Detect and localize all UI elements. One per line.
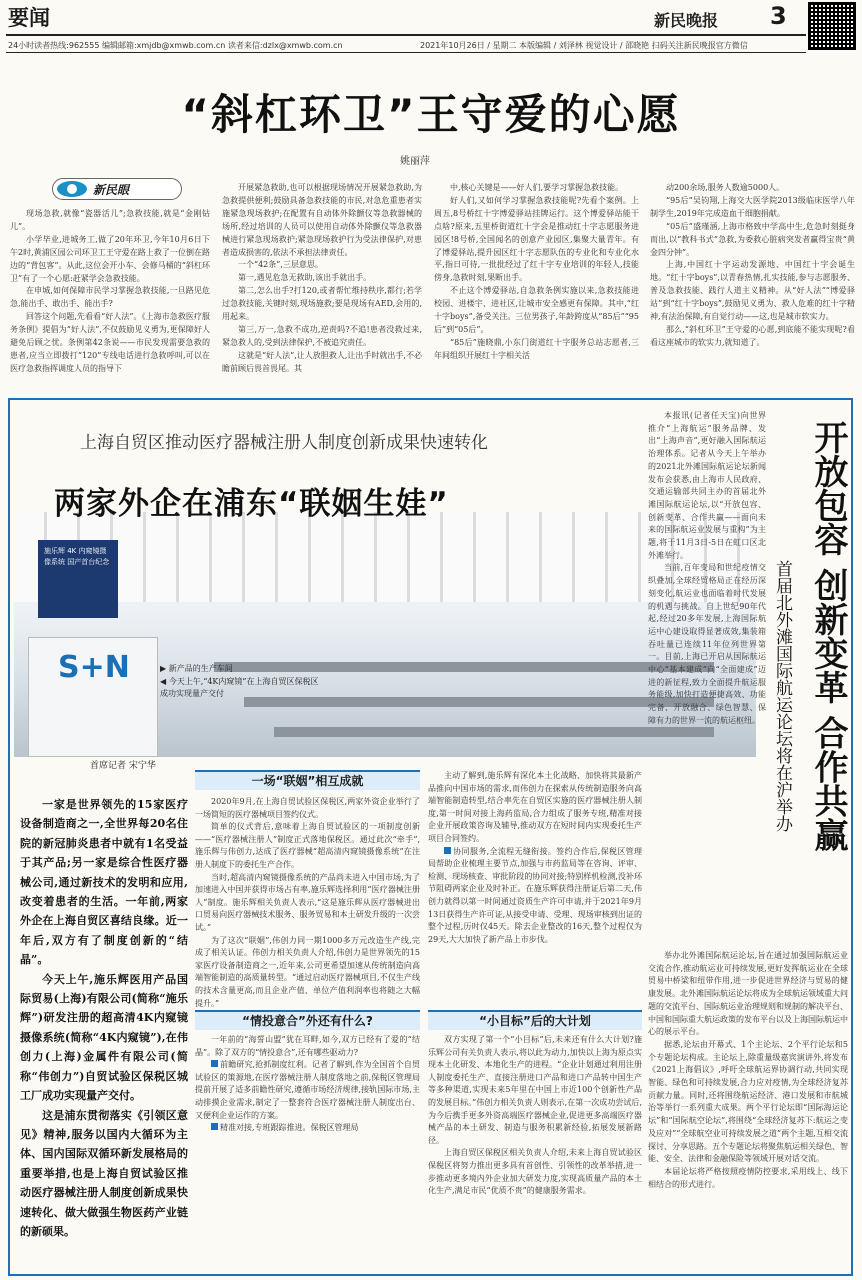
paragraph: 为了这次“联姻”,伟创力同一期1000多万元改造生产线,完成了相关认证。伟创力相关负责人介绍,伟创力是世界领先的15家医疗设备制造商之一,近年来,公司更希望加速从传统制造向高端智能制造的高质量转型。“通过启动医疗器械项目,不仅生产线的技术含量更高,而且企业产值、单位产值利润率也将随之大幅提升。”: [195, 935, 420, 1008]
paragraph: “05后”盛瑾涵,上海市格致中学高中生,危急时刻挺身而出,以“教科书式”急救,为委救心脏病突发者赢得宝贵“黄金四分钟”。: [650, 221, 855, 257]
paragraph: [195, 1059, 420, 1122]
paragraph: 据悉,论坛由开幕式、1个主论坛、2个平行论坛和5个专题论坛构成。主论坛上,除重量级嘉宾演讲外,将发布《2021上海倡议》,呼吁全球航运界协调行动,共同实现智能、绿色和可持续发展,合力应对疫情,为全球经济复苏贡献力量。同时,还将围绕航运经济、港口发展和市航城治等举行一系列重大成果。两个平行论坛即“国际海运论坛”和“国际航空论坛”,将围绕“全球经济复苏下:航运之变及应对”“全球航空业可持续发展之道”两个主题,互相交流探讨、分享思路。五个专题论坛将聚焦航运相关绿色、智能、安全、法律和金融保险等领域开展对话交流。: [648, 1039, 848, 1164]
square-bullet-icon: [211, 1123, 218, 1130]
paragraph: [195, 1122, 420, 1135]
paragraph: 一年前的“海誓山盟”犹在耳畔,如今,双方已经有了爱的“结晶”。除了双方的“情投意合”,还有哪些驱动力?: [195, 1035, 420, 1057]
headline-2: 两家外企在浦东“联姻生娃”: [54, 486, 449, 522]
story2-column-2b: [195, 1034, 420, 1274]
story2-column-3a: [428, 770, 642, 980]
subhead-1: 一场“联姻”相互成就: [195, 770, 420, 790]
story1-column-3: [434, 182, 639, 394]
paragraph: 动200余场,服务人数逾5000人。: [666, 183, 785, 192]
dateline: 2021年10月26日 / 星期二 本版编辑 / 刘泽林 视觉设计 / 邵晓艳 扫码关注新民晚报官方微信: [420, 41, 748, 50]
story3-subtitle: 首届北外滩国际航运论坛将在沪举办: [772, 560, 792, 832]
paragraph: 小学毕业,进城务工,做了20年环卫,今年10月6日下午2时,黄浦区园公司环卫工王守爱在路上救了一位倒在路边的“背包客”。从此,这位会开小车、会修马桶的“斜杠环卫”有了一个心愿:赶紧学会急救技能。: [10, 234, 210, 283]
caption-line: ◀ 今天上午,“4K内窥镜”在上海自贸区保税区成功实现量产交付: [160, 676, 319, 699]
paragraph: 不止这个博爱驿站,自急救条例实施以来,急救技能进校园、进楼宇、进社区,让城市安全感更有保障。其中,“红十字boys”,备受关注。三位男孩子,年龄跨度从“85后”“95后”到“05后”。: [434, 286, 639, 334]
paragraph: 这就是“好人法”,让人放胆救人,让出手时就出手,不必瞻前顾后畏首畏尾。其: [222, 350, 422, 373]
column-logo-text: 新民眼: [93, 182, 130, 197]
story2-subtitle: 上海自贸区推动医疗器械注册人制度创新成果快速转化: [80, 433, 488, 453]
paragraph: 今天上午,施乐辉医用产品国际贸易(上海)有限公司(简称“施乐辉”)研发注册的超高清4K内窥镜摄像系统(简称“4K内窥镜”),在伟创力(上海)金属件有限公司(简称“伟创力”)自贸试验区保税区城工厂成功实现量产交付。: [20, 972, 188, 1103]
paragraph: 举办北外滩国际航运论坛,旨在通过加强国际航运业交流合作,推动航运业可持续发展,更好发挥航运业在全球贸易中桥梁和纽带作用,进一步促进世界经济与贸易的健康发展。北外滩国际航运论坛将成为全球航运领域重大问题的交流平台、国际航运业治理规则和规制的解决平台、中国和国际重大航运政策的发布平台以及上海国际航运中心的展示平台。: [648, 951, 848, 1037]
header-rule-thin: [6, 52, 806, 53]
paragraph: 本报讯(记者任天宝)向世界推介“上海航运”服务品牌、发出“上海声音”,更好融入国际航运治理体系。记者从今天上午举办的2021北外滩国际航运论坛新闻发布会获悉,由上海市人民政府、交通运输部共同主办的首届北外滩国际航运论坛,以“开放包容、创新变革、合作共赢——面向未来的国际航运业发展与重构”为主题,将于11月3日-5日在虹口区北外滩举行。: [648, 411, 766, 560]
paragraph-text: 前瞻研究,抢抓制度红利。记者了解到,作为全国首个自贸试验区的策源地,在医疗器械注册人制度落地之前,保税区管理局提前开展了适多前瞻性研究,遵循市场经济规律,接轨国际市场,主动排摸企业需求,制定了一整套符合医疗器械注册人制度出台、又便利企业运作的方案。: [195, 1060, 420, 1120]
story3-column-1: [648, 410, 766, 950]
story1-column-1: [10, 208, 210, 394]
photo-caption: [160, 663, 320, 701]
paragraph: 主动了解到,施乐辉有深化本土化战略、加快将其最新产品推向中国市场的需求,而伟创力在探索从传统制造服务向高端智能制造转型,结合率先在自贸区实施的医疗器械注册人制度,第一时间对接上海药监局,合力组成了服务专班,精准对接企业开展政策咨询及辅导,推动双方在短时间内实现委托生产项目合同签约。: [428, 771, 642, 843]
page-number: 3: [770, 2, 787, 30]
header-rule: [6, 34, 806, 36]
story3-column-2: [648, 950, 848, 1270]
story2-column-2a: [195, 796, 420, 1008]
column-logo: [52, 178, 182, 200]
paragraph: [428, 846, 642, 947]
paragraph: 一个“42条”,三层意思。: [238, 260, 323, 270]
paragraph: 一家是世界领先的15家医疗设备制造商之一,全世界每20名住院的新冠肺炎患者中就有1名受益于其产品;另一家是综合性医疗器械公司,通过新技术的发明和应用,改变着患者的生活。一年前,两家外企在上海自贸区喜结良缘。近一年后,双方有了制度创新的“结晶”。: [20, 798, 188, 967]
company-logo: S+N: [58, 650, 130, 685]
byline-1: 姚丽萍: [400, 156, 430, 167]
story2-column-3b: [428, 1034, 642, 1274]
paragraph: 双方实现了第一个“小目标”后,未来还有什么大计划?施乐辉公司有关负责人表示,将以此为动力,加快以上海为原点实现本土化研发、本地化生产的进程。“企业计划通过利用注册人制度委托生产、直接注册进口产品和进口产品转中国生产等多种渠道,实现未来5年里在中国上市近100个创新性产品的发展目标。”伟创力相关负责人则表示,在第一次成功尝试后,为今后携手更多外资高端医疗器械企业,促进更多高端医疗器械产品的本土研发、制造与服务积累新经验,拓展发展新路径。: [428, 1035, 642, 1145]
square-bullet-icon: [211, 1060, 218, 1067]
square-bullet-icon: [444, 847, 451, 854]
paragraph: 上海,中国红十字运动发源地、中国红十字会诞生地。“红十字boys”,以青春热情,扎实技能,参与志愿服务、普及急救技能、践行人道主义精神。从“好人法”“博爱驿站”到“红十字boys”,鼓励见义勇为、救人危难的红十字精神,有法治保障,有自觉行动——这,也是城市软实力。: [650, 260, 855, 322]
subhead-3: “小目标”后的大计划: [428, 1010, 642, 1030]
story2-lead-column: [20, 795, 188, 1265]
paragraph: 这是浦东贯彻落实《引领区意见》精神,服务以国内大循环为主体、国内国际双循环新发展格局的重要举措,也是上海自贸试验区推动医疗器械注册人制度创新成果快速转化、做大做强生物医药产业链的新硕果。: [20, 1108, 188, 1238]
headline-1: “斜杠环卫”王守爱的心愿: [181, 90, 681, 139]
paragraph: 好人们,又如何学习掌握急救技能呢?先看个案例。上周五,8号桥红十字博爱驿站挂牌运行。这个博爱驿站能干点啥?原来,五里桥街道红十字会是推动红十字志愿服务进园区!8号桥,全国闻名的创意产业园区,集聚大量青年。有了博爱驿站,提升园区红十字志愿队伍的专业化和专业化水平,指日可待,一批批经过了红十字专业培训的年轻人,技能傍身,急救时刻,果断出手。: [434, 195, 639, 283]
eye-icon: [57, 181, 87, 197]
paragraph: 那么,“斜杠环卫”王守爱的心愿,到底能不能实现呢?看看这座城市的软实力,就知道了。: [650, 324, 855, 347]
qr-code-icon[interactable]: [808, 2, 856, 50]
paragraph: 本届论坛将严格按照疫情防控要求,采用线上、线下相结合的形式进行。: [648, 1166, 848, 1189]
newspaper-name: 新民晚报: [654, 11, 719, 30]
paragraph-text: 精准对接,专班跟踪推进。保税区管理局: [220, 1123, 359, 1133]
paragraph: 第一,遇见危急无救助,该出手就出手。: [238, 273, 372, 283]
hotline-info: 24小时读者热线:962555 编辑邮箱:xmjdb@xmwb.com.cn 读者来信:dzlx@xmwb.com.cn: [8, 41, 343, 50]
paragraph: “85后”施晓鼎,小东门街道红十字服务总站志愿者,三年间组织开展红十字相关活: [434, 337, 639, 360]
paragraph: 当前,百年变局和世纪疫情交织叠加,全球经贸格局正在经历深刻变化,航运业也面临着时代发展的机遇与挑战。自上世纪90年代起,经过20多年发展,上海国际航运中心建设取得显著成效,集装箱吞吐量已连续11年位列世界第一。目前,上海已开启从国际航运中心“基本建成”向“全面建成”迈进的新征程,致力全面提升航运服务能级,加快打造便捷高效、功能完备、开放融合、绿色智慧、保障有力的世界一流的航运枢纽。: [648, 563, 766, 725]
section-title: 要闻: [8, 6, 50, 30]
story1-column-2: [222, 182, 422, 394]
reporter-credit: 首席记者 宋宁华: [90, 761, 156, 771]
paragraph: 第二,怎么出手?打120,或者帮忙维持秩序,都行;若学过急救技能,关键时刻,现场施救;要是现场有AED,会用的,用起来。: [222, 286, 422, 322]
paragraph: 在申城,如何保障市民学习掌握急救技能,一旦路见危急,能出手、敢出手、能出手?: [10, 286, 210, 309]
product-display: 施乐辉 4K 内窥镜摄像系统 国产首台纪念: [38, 540, 118, 618]
story1-column-4: [650, 182, 855, 394]
paragraph: 2020年9月,在上海自贸试验区保税区,两家外资企业举行了一场简短的医疗器械项目签约仪式。: [195, 797, 420, 819]
caption-line: ▶ 新产品的生产车间: [160, 664, 233, 673]
paragraph: 上海自贸区保税区相关负责人介绍,未来上海自贸试验区保税区将努力推出更多具有首创性、引领性的改革举措,进一步推动更多境内外企业加大研发力度,实现高质量产品的本土化生产,满足市民“优质不贵”的健康服务需求。: [428, 1148, 642, 1196]
subhead-2: “情投意合”外还有什么?: [195, 1010, 420, 1030]
paragraph: 开展紧急救助,也可以根据现场情况开展紧急救助,为急救提供便利;鼓励具备急救技能的市民,对急危重患者实施紧急现场救护;在配置有自动体外除颤仪等急救器械的场所,经过培训的人员可以使用自动体外除颤仪等急救器械进行紧急现场救护;紧急现场救护行为受法律保护,对患者造成损害的,依法不承担法律责任。: [222, 183, 422, 257]
headline-3: 开放包容 创新变革 合作共赢: [808, 420, 848, 852]
paragraph: 第三,万一,急救不成功,逆责吗?不追!患者没救过来,紧急救人的,受到法律保护,不被追究责任。: [222, 324, 422, 347]
paragraph: 现场急救,就像“瓷器活儿”;急救技能,就是“金刚钻儿”。: [10, 209, 210, 231]
paragraph: 当时,超高清内窥镜摄像系统的产品尚未进入中国市场,为了加速进入中国并获得市场占有率,施乐辉选择利用“医疗器械注册人”制度。施乐辉相关负责人表示,“这是施乐辉从医疗器械进出口贸易向医疗器械技术服务、服务贸易和本土研发升级的一次尝试。”: [195, 872, 420, 932]
paragraph: 简单的仪式背后,意味着上海自贸试验区的一项制度创新——“医疗器械注册人”制度正式落地保税区。通过此次“牵手”,施乐辉与伟创力,达成了医疗器械“超高清内窥镜摄像系统”在注册人制度下的委托生产合作。: [195, 822, 420, 869]
paragraph: 回答这个问题,先看看“好人法”。《上海市急救医疗服务条例》提倡为“好人法”,不仅鼓励见义勇为,更保障好人避免后顾之忧。条例第42条说——市民发现需要急救的患者,应当立即拨打“120”专线电话进行急救呼叫,可以在医疗急救指挥调度人员的指导下: [10, 312, 210, 373]
paragraph: “95后”吴钧翔,上海交大医学院2013级临床医学八年制学生,2019年完成造血干细胞捐献。: [650, 195, 855, 218]
paragraph-text: 协同服务,全流程无缝衔接。签约合作后,保税区管理局帮助企业梳理主要节点,加强与市药监局等在咨询、评审、检测、现场核查、审批阶段的协同对接;特别样机检测,没补环节阻碍两家企业及时补正。在施乐辉获得注册证后第二天,伟创力就得以第一时间通过资质生产许可申请,并于2021年9月13日获得生产许可证,从接受申请、受理、现场审核到出证的整个过程,历时仅45天。除去企业整改的16天,整个过程仅为29天,大大加快了新产品上市步伐。: [428, 846, 642, 944]
factory-photo: [14, 512, 756, 757]
paragraph: 中,核心关键是——好人们,要学习掌握急救技能。: [450, 183, 624, 192]
